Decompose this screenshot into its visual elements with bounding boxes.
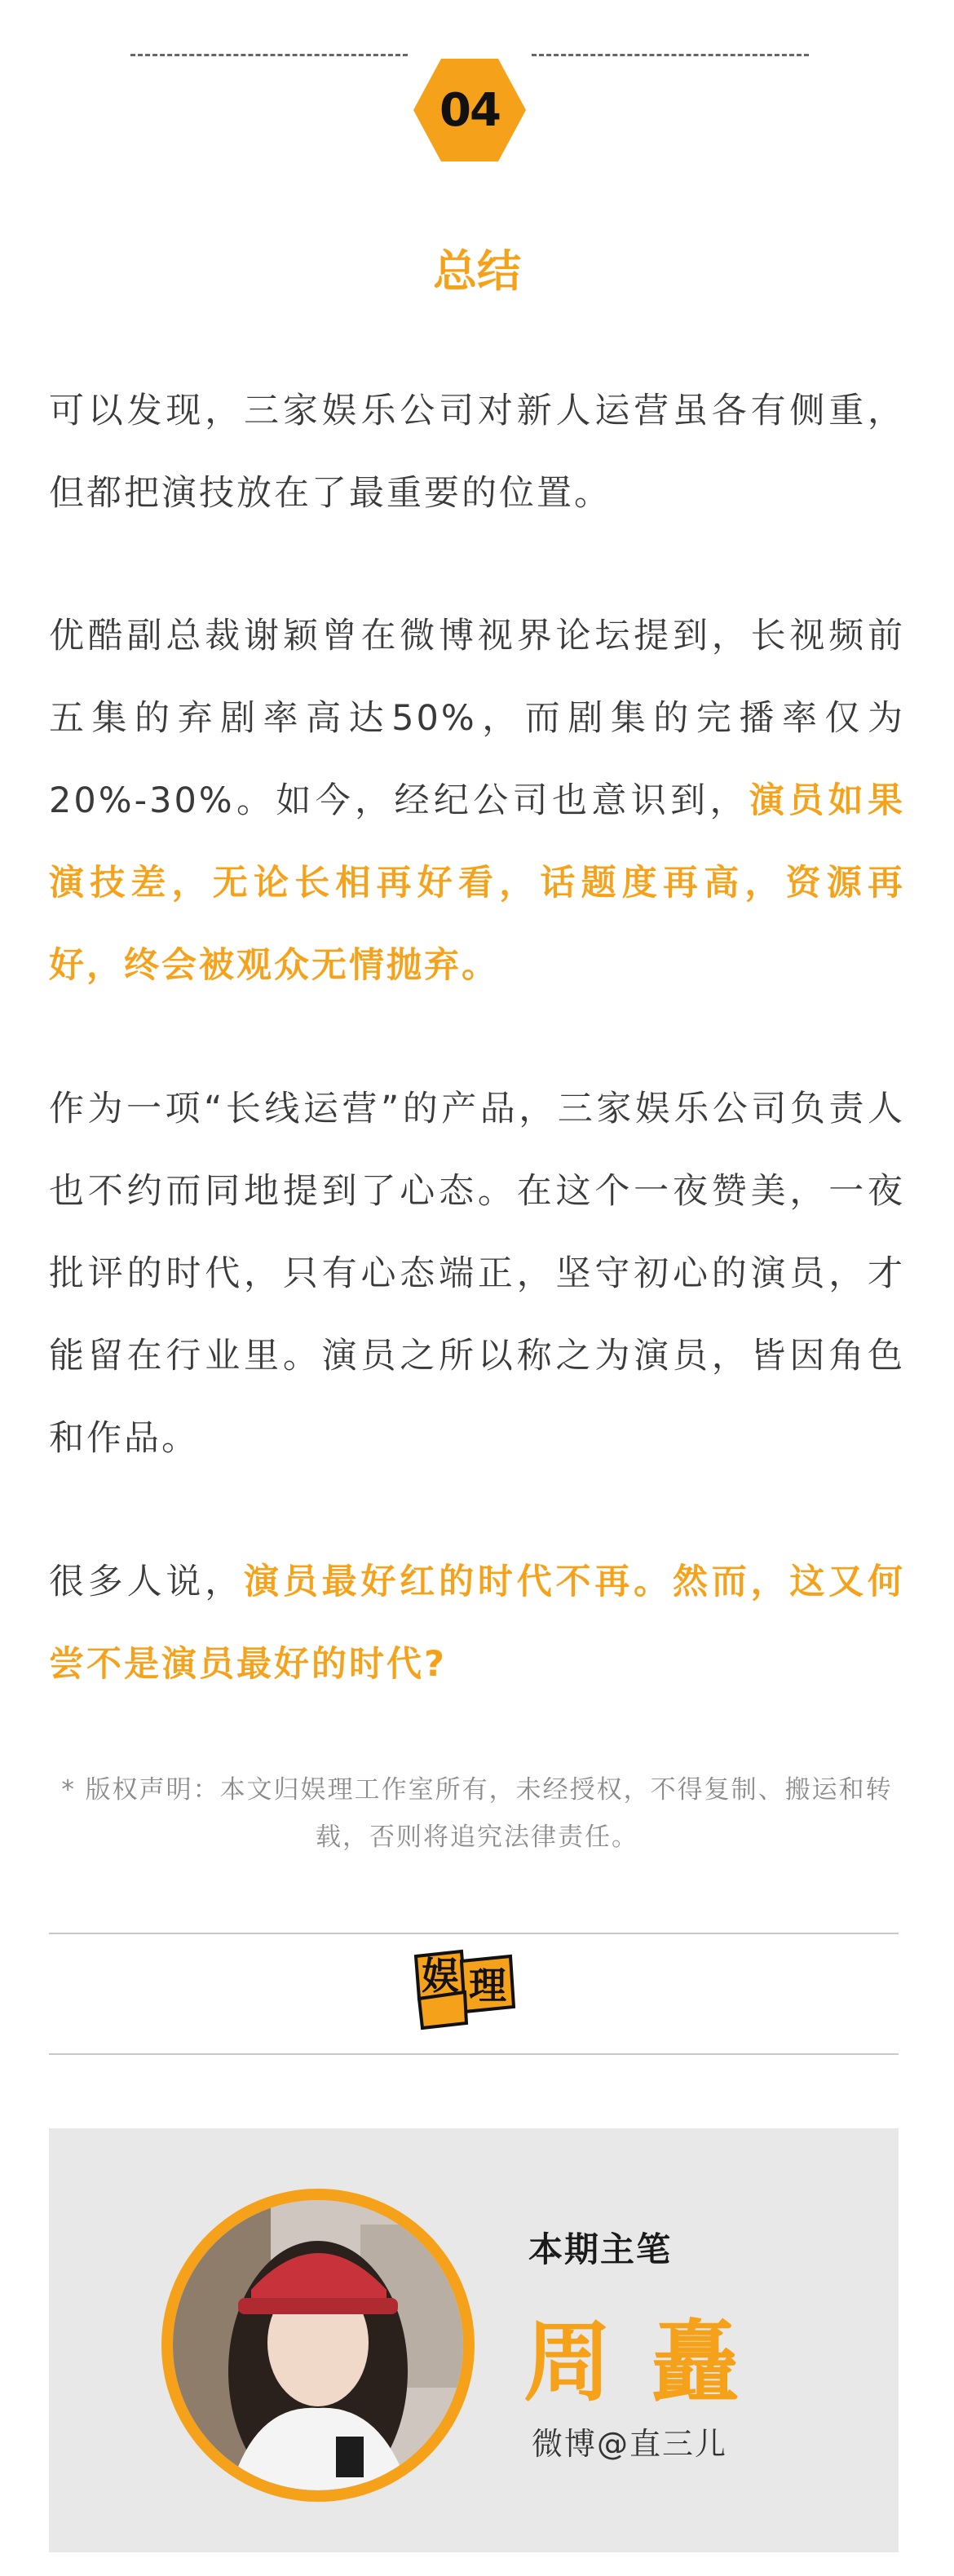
paragraph-3: 作为一项“长线运营”的产品，三家娱乐公司负责人也不约而同地提到了心态。在这个一夜赞美，一夜批评的时代，只有心态端正，坚守初心的演员，才能留在行业里。演员之所以称之为演员，皆因角色和作品。 bbox=[49, 1089, 905, 1459]
paragraph-4-highlight: 演员最好红的时代不再。然而，这又何尝不是演员最好的时代? bbox=[49, 1562, 906, 1685]
section-title: 总结 bbox=[433, 245, 521, 297]
header-dashed-line-left bbox=[130, 54, 408, 56]
paragraph-2 bbox=[49, 595, 905, 1007]
author-name: 周矗 bbox=[523, 2312, 779, 2414]
paragraph-1: 可以发现，三家娱乐公司对新人运营虽各有侧重，但都把演技放在了最重要的位置。 bbox=[49, 391, 905, 514]
divider-bottom bbox=[49, 2053, 899, 2055]
author-avatar bbox=[173, 2200, 463, 2490]
author-label: 本期主笔 bbox=[528, 2229, 673, 2269]
copyright-notice: * 版权声明：本文归娱理工作室所有，未经授权，不得复制、搬运和转载，否则将追究法律责任。 bbox=[61, 1775, 893, 1852]
paragraph-2-highlight: 演员如果演技差，无论长相再好看，话题度再高，资源再好，终会被观众无情抛弃。 bbox=[49, 780, 906, 986]
divider-top bbox=[49, 1933, 899, 1934]
paragraph-4-text: 很多人说， bbox=[49, 1562, 245, 1602]
header-dashed-line-right bbox=[532, 54, 809, 56]
brand-logo bbox=[408, 1945, 522, 2035]
paragraph-4 bbox=[49, 1541, 905, 1706]
paragraph-2-text: 优酷副总裁谢颖曾在微博视界论坛提到，长视频前五集的弃剧率高达50%，而剧集的完播率仅为20%-30%。如今，经纪公司也意识到， bbox=[49, 616, 905, 821]
logo-char-2: 理 bbox=[469, 1964, 506, 2008]
logo-char-1: 娱 bbox=[422, 1954, 459, 1998]
author-weibo-handle: 微博@直三儿 bbox=[532, 2426, 728, 2462]
section-number: 04 bbox=[439, 83, 500, 137]
